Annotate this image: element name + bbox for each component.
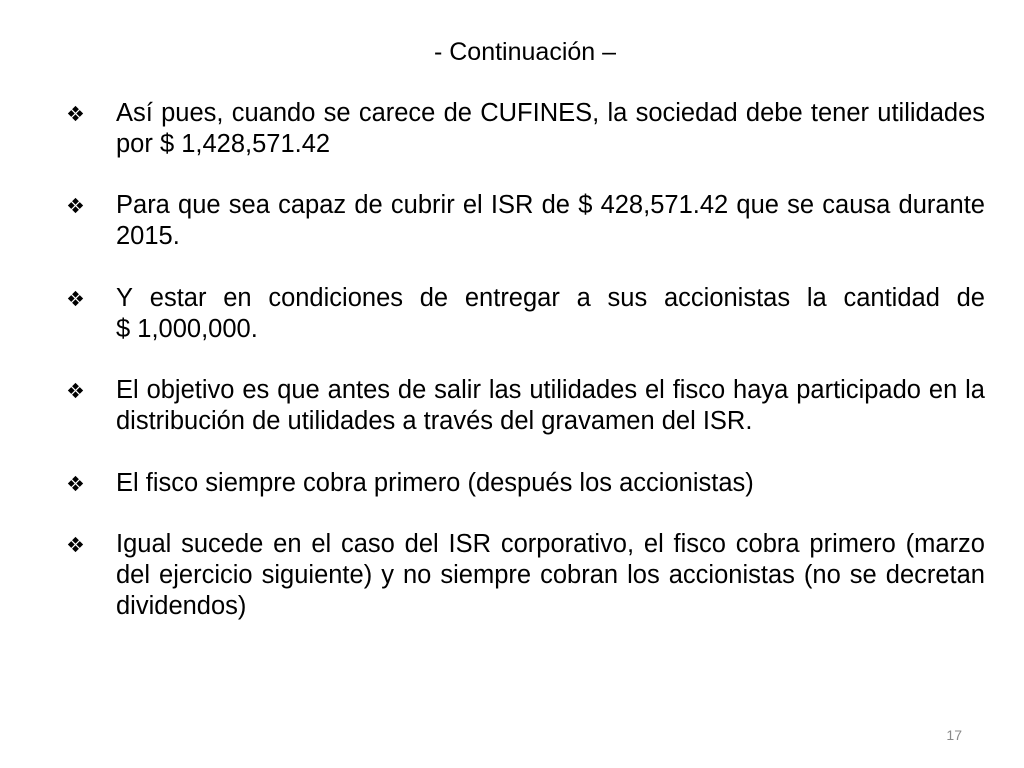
bullet-text: Y estar en condiciones de entregar a sus accionistas la cantidad de $ 1,000,000. — [116, 283, 985, 343]
bullet-text: Igual sucede en el caso del ISR corporativo, el fisco cobra primero (marzo del ejercicio siguiente) y no siempre cobran los accionistas (no se decretan dividendos) — [116, 530, 985, 620]
bullet-text: El objetivo es que antes de salir las utilidades el fisco haya participado en la distribución de utilidades a través del gravamen del ISR. — [116, 376, 985, 435]
bullet-icon-shape — [68, 198, 83, 213]
bullet-item — [0, 529, 1024, 621]
bullet-icon-shape — [68, 383, 83, 398]
bullet-icon-shape — [68, 106, 83, 121]
bullet-icon-shape — [68, 291, 83, 306]
bullet-item — [0, 98, 1024, 160]
slide-title: - Continuación – — [433, 38, 617, 66]
four-diamond-bullet-icon — [67, 197, 84, 214]
bullet-icon-shape — [68, 475, 83, 490]
bullet-text: Así pues, cuando se carece de CUFINES, la sociedad debe tener utilidades por $ 1,428,571.42 — [116, 99, 985, 158]
bullet-text: El fisco siempre cobra primero (después los accionistas) — [116, 468, 754, 497]
bullet-item — [0, 468, 1024, 499]
four-diamond-bullet-icon — [67, 536, 84, 553]
bullet-list — [0, 98, 1024, 652]
four-diamond-bullet-icon — [67, 382, 84, 399]
bullet-item — [0, 283, 1024, 345]
bullet-icon-shape — [68, 537, 83, 552]
bullet-item — [0, 375, 1024, 437]
slide-number: 17 — [946, 727, 962, 743]
four-diamond-bullet-icon — [67, 475, 84, 492]
four-diamond-bullet-icon — [67, 105, 84, 122]
bullet-item — [0, 190, 1024, 252]
four-diamond-bullet-icon — [67, 290, 84, 307]
bullet-text: Para que sea capaz de cubrir el ISR de $ 428,571.42 que se causa durante 2015. — [116, 191, 985, 251]
